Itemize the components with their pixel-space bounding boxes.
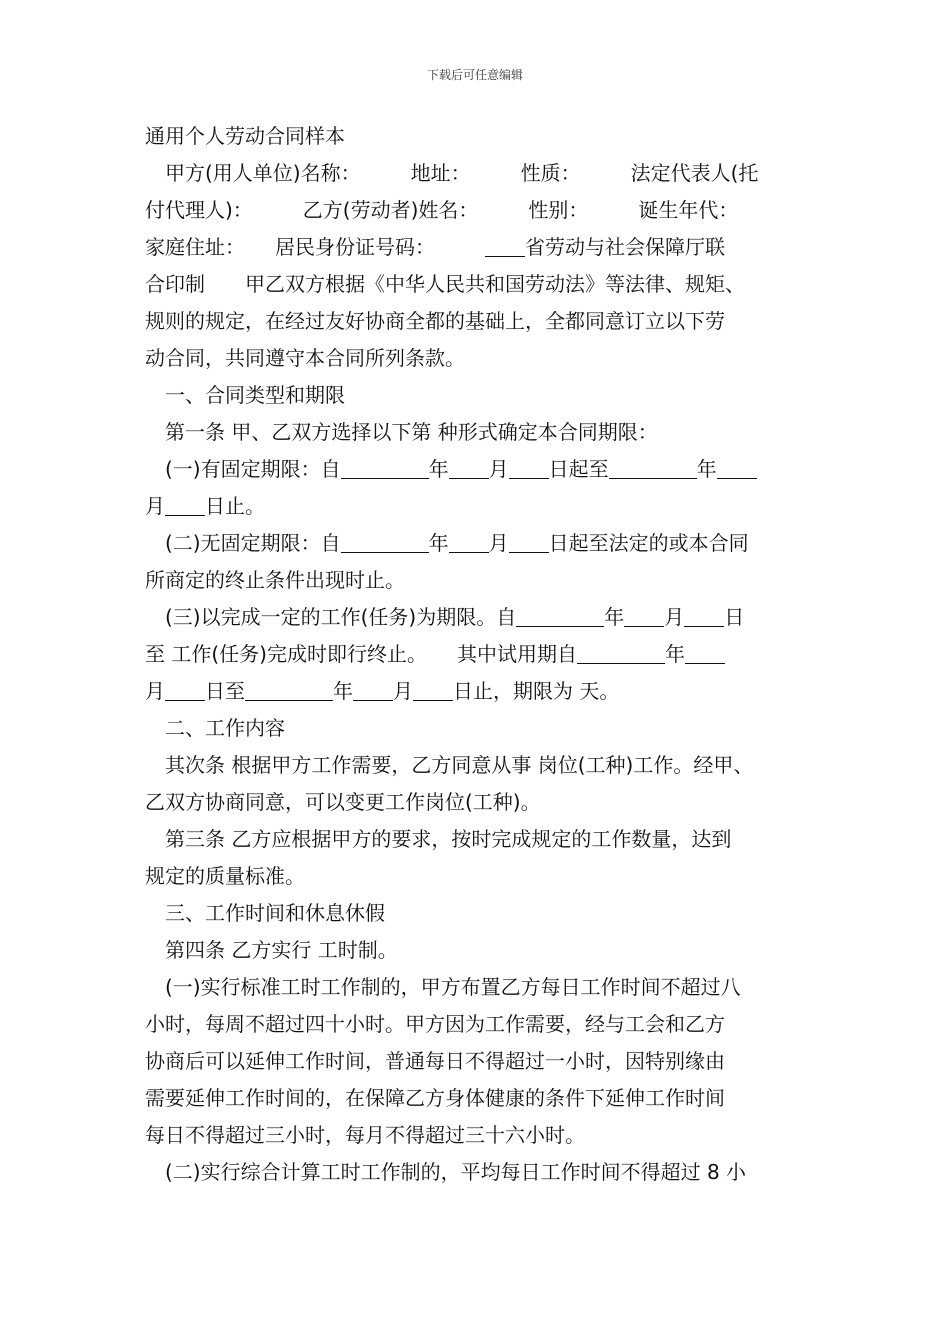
text-line xyxy=(145,488,809,525)
text-segment: 月 xyxy=(664,605,685,629)
text-line xyxy=(145,451,809,488)
text-segment: 月 xyxy=(488,531,509,555)
text-line: 规定的质量标准。 xyxy=(145,864,305,888)
blank-underline xyxy=(485,234,525,257)
blank-underline xyxy=(509,456,549,479)
text-segment: 至 工作(任务)完成时即行终止。 其中试用期自 xyxy=(145,642,577,666)
text-segment: 日至 xyxy=(205,679,245,703)
text-line: 动合同，共同遵守本合同所列条款。 xyxy=(145,346,465,370)
blank-underline xyxy=(165,678,205,701)
text-segment: 日 xyxy=(724,605,745,629)
text-line: 小时，每周不超过四十小时。甲方因为工作需要，经与工会和乙方 xyxy=(145,1012,725,1036)
blank-underline xyxy=(449,530,489,553)
blank-underline xyxy=(509,530,549,553)
text-line: 乙双方协商同意，可以变更工作岗位(工种)。 xyxy=(145,790,541,814)
text-segment: 家庭住址： 居民身份证号码： xyxy=(145,235,485,259)
blank-underline xyxy=(341,456,429,479)
text-segment: (二)无固定期限：自 xyxy=(145,531,341,555)
text-line xyxy=(145,636,809,673)
text-line xyxy=(145,525,809,562)
text-segment: (一)有固定期限：自 xyxy=(145,457,341,481)
text-line: 每日不得超过三小时，每月不得超过三十六小时。 xyxy=(145,1123,585,1147)
text-line: 付代理人)： 乙方(劳动者)姓名： 性别： 诞生年代： xyxy=(145,198,739,222)
blank-underline xyxy=(413,678,453,701)
blank-underline xyxy=(165,493,205,516)
text-line: 第四条 乙方实行 工时制。 xyxy=(145,938,398,962)
text-line: 合印制 甲乙双方根据《中华人民共和国劳动法》等法律、规矩、 xyxy=(145,272,745,296)
text-line: 通用个人劳动合同样本 xyxy=(145,124,345,148)
text-line: 一、合同类型和期限 xyxy=(145,383,345,407)
text-line: (一)实行标准工时工作制的，甲方布置乙方每日工作时间不超过八 xyxy=(145,975,741,999)
text-line: 第一条 甲、乙双方选择以下第 种形式确定本合同期限： xyxy=(145,420,658,444)
text-segment: 年 xyxy=(333,679,353,703)
text-segment: 日起至法定的或本合同 xyxy=(548,531,749,555)
text-line xyxy=(145,229,809,266)
text-segment: 月 xyxy=(145,494,165,518)
text-line: 二、工作内容 xyxy=(145,716,285,740)
blank-underline xyxy=(449,456,489,479)
document-body xyxy=(145,118,809,1191)
text-line xyxy=(145,673,809,710)
text-segment: 日止，期限为 天。 xyxy=(453,679,620,703)
text-line: 第三条 乙方应根据甲方的要求，按时完成规定的工作数量，达到 xyxy=(145,827,732,851)
blank-underline xyxy=(684,604,724,627)
text-segment: 月 xyxy=(393,679,413,703)
text-line: 甲方(用人单位)名称： 地址： 性质： 法定代表人(托 xyxy=(145,161,759,185)
blank-underline xyxy=(577,641,665,664)
text-segment: 年 xyxy=(428,457,449,481)
text-segment: 年 xyxy=(664,642,685,666)
text-line: (二)实行综合计算工时工作制的，平均每日工作时间不得超过 8 小 xyxy=(145,1160,747,1184)
text-line: 需要延伸工作时间的，在保障乙方身体健康的条件下延伸工作时间 xyxy=(145,1086,725,1110)
blank-underline xyxy=(685,641,725,664)
blank-underline xyxy=(624,604,664,627)
blank-underline xyxy=(516,604,604,627)
text-line: 协商后可以延伸工作时间，普通每日不得超过一小时，因特别缘由 xyxy=(145,1049,725,1073)
page-header: 下载后可任意编辑 xyxy=(426,68,523,82)
text-segment: 省劳动与社会保障厅联 xyxy=(525,235,725,259)
text-segment: 月 xyxy=(145,679,165,703)
text-segment: 日起至 xyxy=(548,457,609,481)
blank-underline xyxy=(609,456,697,479)
blank-underline xyxy=(341,530,429,553)
text-line: 所商定的终止条件出现时止。 xyxy=(145,568,405,592)
text-line: 规则的规定，在经过友好协商全都的基础上，全都同意订立以下劳 xyxy=(145,309,725,333)
text-segment: 年 xyxy=(696,457,717,481)
blank-underline xyxy=(245,678,333,701)
blank-underline xyxy=(353,678,393,701)
text-segment: 月 xyxy=(488,457,509,481)
text-segment: (三)以完成一定的工作(任务)为期限。自 xyxy=(145,605,517,629)
text-segment: 年 xyxy=(604,605,625,629)
text-line: 三、工作时间和休息休假 xyxy=(145,901,385,925)
text-segment: 年 xyxy=(428,531,449,555)
blank-underline xyxy=(717,456,757,479)
text-line: 其次条 根据甲方工作需要，乙方同意从事 岗位(工种)工作。经甲、 xyxy=(145,753,754,777)
text-segment: 日止。 xyxy=(205,494,265,518)
text-line xyxy=(145,599,809,636)
